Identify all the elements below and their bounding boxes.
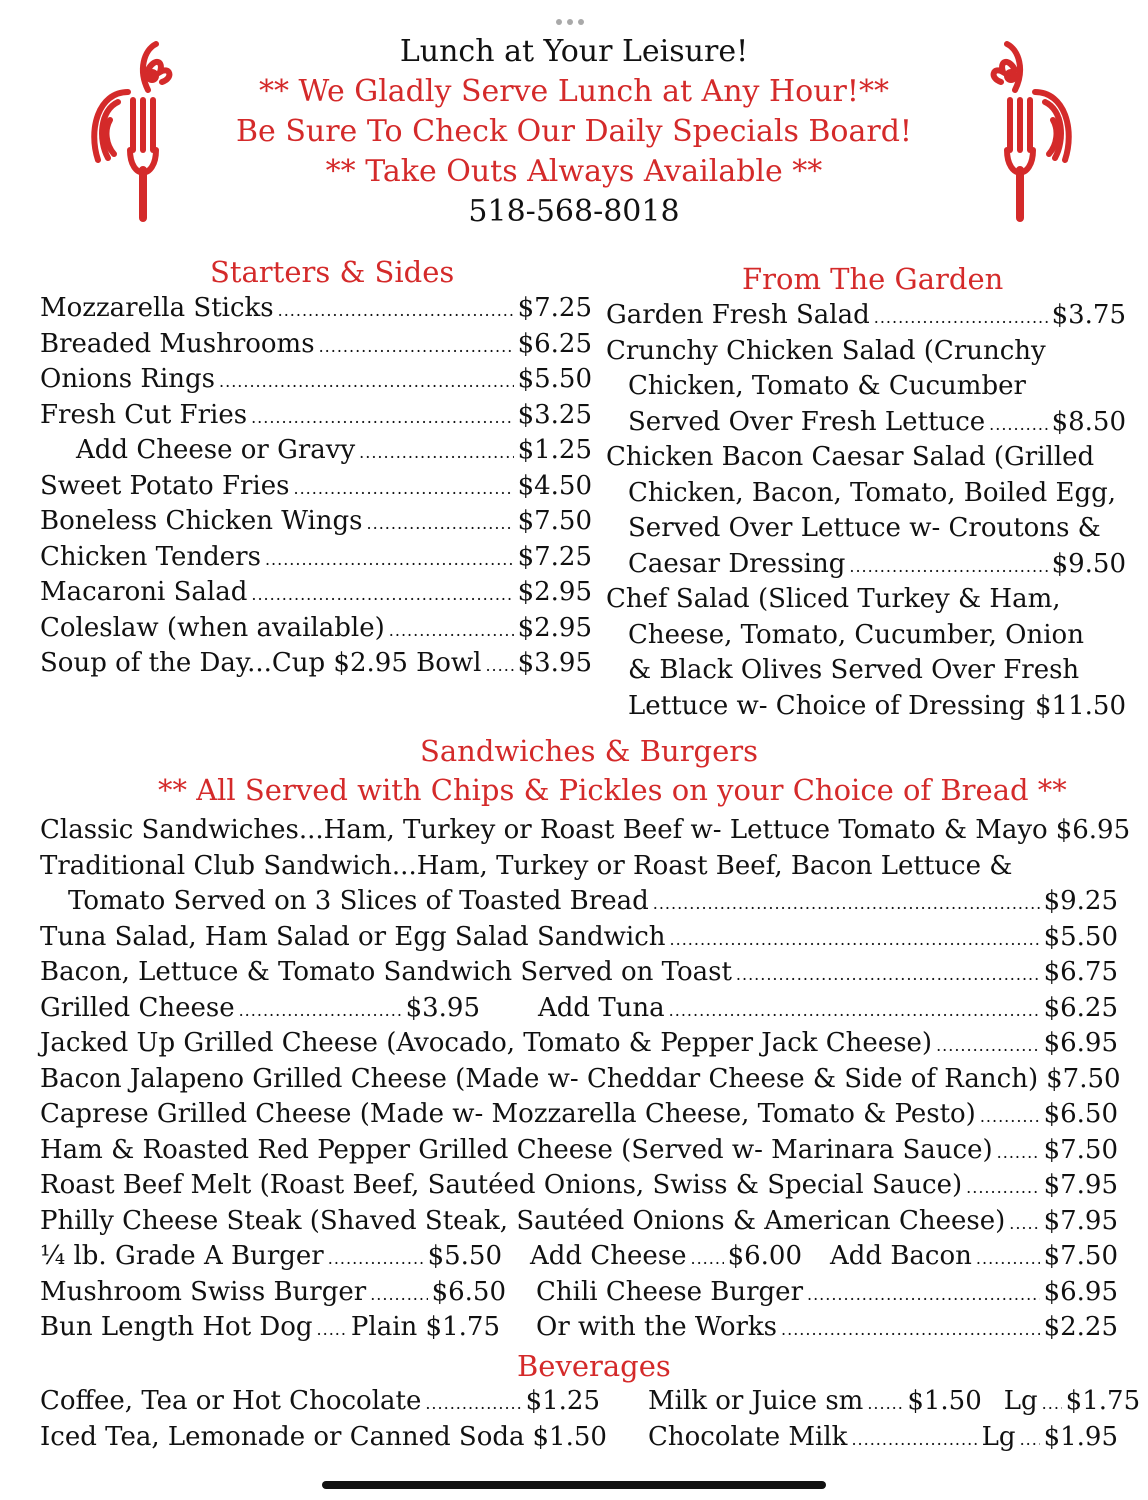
starters-title: Starters & Sides xyxy=(210,255,455,289)
list-item: Traditional Club Sandwich...Ham, Turkey or Roast Beef, Bacon Lettuce & xyxy=(40,850,1013,881)
garden-title: From The Garden xyxy=(742,262,1004,296)
rooster-fork-icon xyxy=(975,30,1085,225)
list-item: Breaded Mushrooms ..... $6.25 xyxy=(40,327,592,363)
list-item: Garden Fresh Salad ..... $3.75 xyxy=(606,298,1126,334)
beverages-title: Beverages xyxy=(517,1349,671,1383)
list-item: Philly Cheese Steak (Shaved Steak, Sautéed Onions & American Cheese) ..... $7.95 xyxy=(40,1204,1118,1240)
menu-header xyxy=(200,32,948,232)
list-item: Jacked Up Grilled Cheese (Avocado, Tomato & Pepper Jack Cheese) ..... $6.95 xyxy=(40,1026,1118,1062)
list-item: & Black Olives Served Over Fresh xyxy=(628,655,1080,685)
list-item: Boneless Chicken Wings ..... $7.50 xyxy=(40,504,592,540)
list-item: Chicken Tenders ..... $7.25 xyxy=(40,540,592,576)
list-item: Caprese Grilled Cheese (Made w- Mozzarella Cheese, Tomato & Pesto) ..... $6.50 xyxy=(40,1097,1118,1133)
sandwiches-title: Sandwiches & Burgers xyxy=(420,734,759,768)
list-item: Chicken, Tomato & Cucumber xyxy=(628,371,1026,401)
header-line-any-hour: ** We Gladly Serve Lunch at Any Hour!** xyxy=(259,74,889,109)
list-item: Coleslaw (when available) ..... $2.95 xyxy=(40,611,592,647)
garden-list xyxy=(606,298,1126,724)
sandwiches-subtitle: ** All Served with Chips & Pickles on your Choice of Bread ** xyxy=(158,773,1067,807)
list-item: Onions Rings ..... $5.50 xyxy=(40,362,592,398)
list-item: Grilled Cheese ..... $3.95 Add Tuna ..... $6.25 xyxy=(40,991,1118,1027)
sandwiches-list xyxy=(40,813,1131,1346)
list-item: Chef Salad (Sliced Turkey & Ham, xyxy=(606,584,1061,614)
list-item: Mushroom Swiss Burger ..... $6.50 Chili Cheese Burger ..... $6.95 xyxy=(40,1275,1118,1311)
list-item: Served Over Lettuce w- Croutons & xyxy=(628,513,1101,543)
home-indicator[interactable] xyxy=(322,1481,826,1489)
list-item: Lettuce w- Choice of Dressing ..... $11.50 xyxy=(606,689,1126,725)
more-dots-icon[interactable] xyxy=(556,10,592,20)
list-item: Caesar Dressing ..... $9.50 xyxy=(606,547,1126,583)
beverages-list xyxy=(40,1384,1141,1455)
list-item: Soup of the Day...Cup $2.95 Bowl ..... $3.95 xyxy=(40,646,592,682)
list-item: Add Cheese or Gravy ..... $1.25 xyxy=(40,433,592,469)
list-item: Classic Sandwiches...Ham, Turkey or Roast Beef w- Lettuce Tomato & Mayo $6.95 xyxy=(40,815,1131,845)
list-item: Bacon, Lettuce & Tomato Sandwich Served on Toast ..... $6.75 xyxy=(40,955,1118,991)
list-item: Sweet Potato Fries ..... $4.50 xyxy=(40,469,592,505)
list-item: Served Over Fresh Lettuce ..... $8.50 xyxy=(606,405,1126,441)
list-item: Bun Length Hot Dog ..... Plain $1.75 Or with the Works ..... $2.25 xyxy=(40,1310,1118,1346)
list-item: Iced Tea, Lemonade or Canned Soda $1.50 Chocolate Milk ..... Lg ..... $1.95 xyxy=(40,1420,1118,1456)
list-item: Tuna Salad, Ham Salad or Egg Salad Sandwich ..... $5.50 xyxy=(40,920,1118,956)
list-item: Chicken Bacon Caesar Salad (Grilled xyxy=(606,442,1095,472)
list-item: Cheese, Tomato, Cucumber, Onion xyxy=(628,619,1084,650)
starters-list xyxy=(40,291,592,682)
list-item: Mozzarella Sticks ..... $7.25 xyxy=(40,291,592,327)
header-line-takeouts: ** Take Outs Always Available ** xyxy=(325,154,823,189)
list-item: ¼ lb. Grade A Burger ..... $5.50 Add Cheese ..... $6.00 Add Bacon ..... $7.50 xyxy=(40,1239,1118,1275)
list-item: Crunchy Chicken Salad (Crunchy xyxy=(606,335,1046,366)
list-item: Fresh Cut Fries ..... $3.25 xyxy=(40,398,592,434)
list-item: Tomato Served on 3 Slices of Toasted Bread ..... $9.25 xyxy=(40,884,1118,920)
rooster-fork-icon xyxy=(78,30,188,225)
menu-title: Lunch at Your Leisure! xyxy=(399,34,749,69)
phone-number[interactable]: 518-568-8018 xyxy=(468,194,680,229)
list-item: Roast Beef Melt (Roast Beef, Sautéed Onions, Swiss & Special Sauce) ..... $7.95 xyxy=(40,1168,1118,1204)
list-item: Coffee, Tea or Hot Chocolate ..... $1.25 Milk or Juice sm ..... $1.50 Lg ..... $1.75 xyxy=(40,1384,1118,1420)
list-item: Ham & Roasted Red Pepper Grilled Cheese (Served w- Marinara Sauce) ..... $7.50 xyxy=(40,1133,1118,1169)
header-line-specials: Be Sure To Check Our Daily Specials Board! xyxy=(236,114,912,149)
list-item: Macaroni Salad ..... $2.95 xyxy=(40,575,592,611)
list-item: Chicken, Bacon, Tomato, Boiled Egg, xyxy=(628,477,1117,508)
list-item: Bacon Jalapeno Grilled Cheese (Made w- Cheddar Cheese & Side of Ranch) $7.50 xyxy=(40,1063,1121,1094)
